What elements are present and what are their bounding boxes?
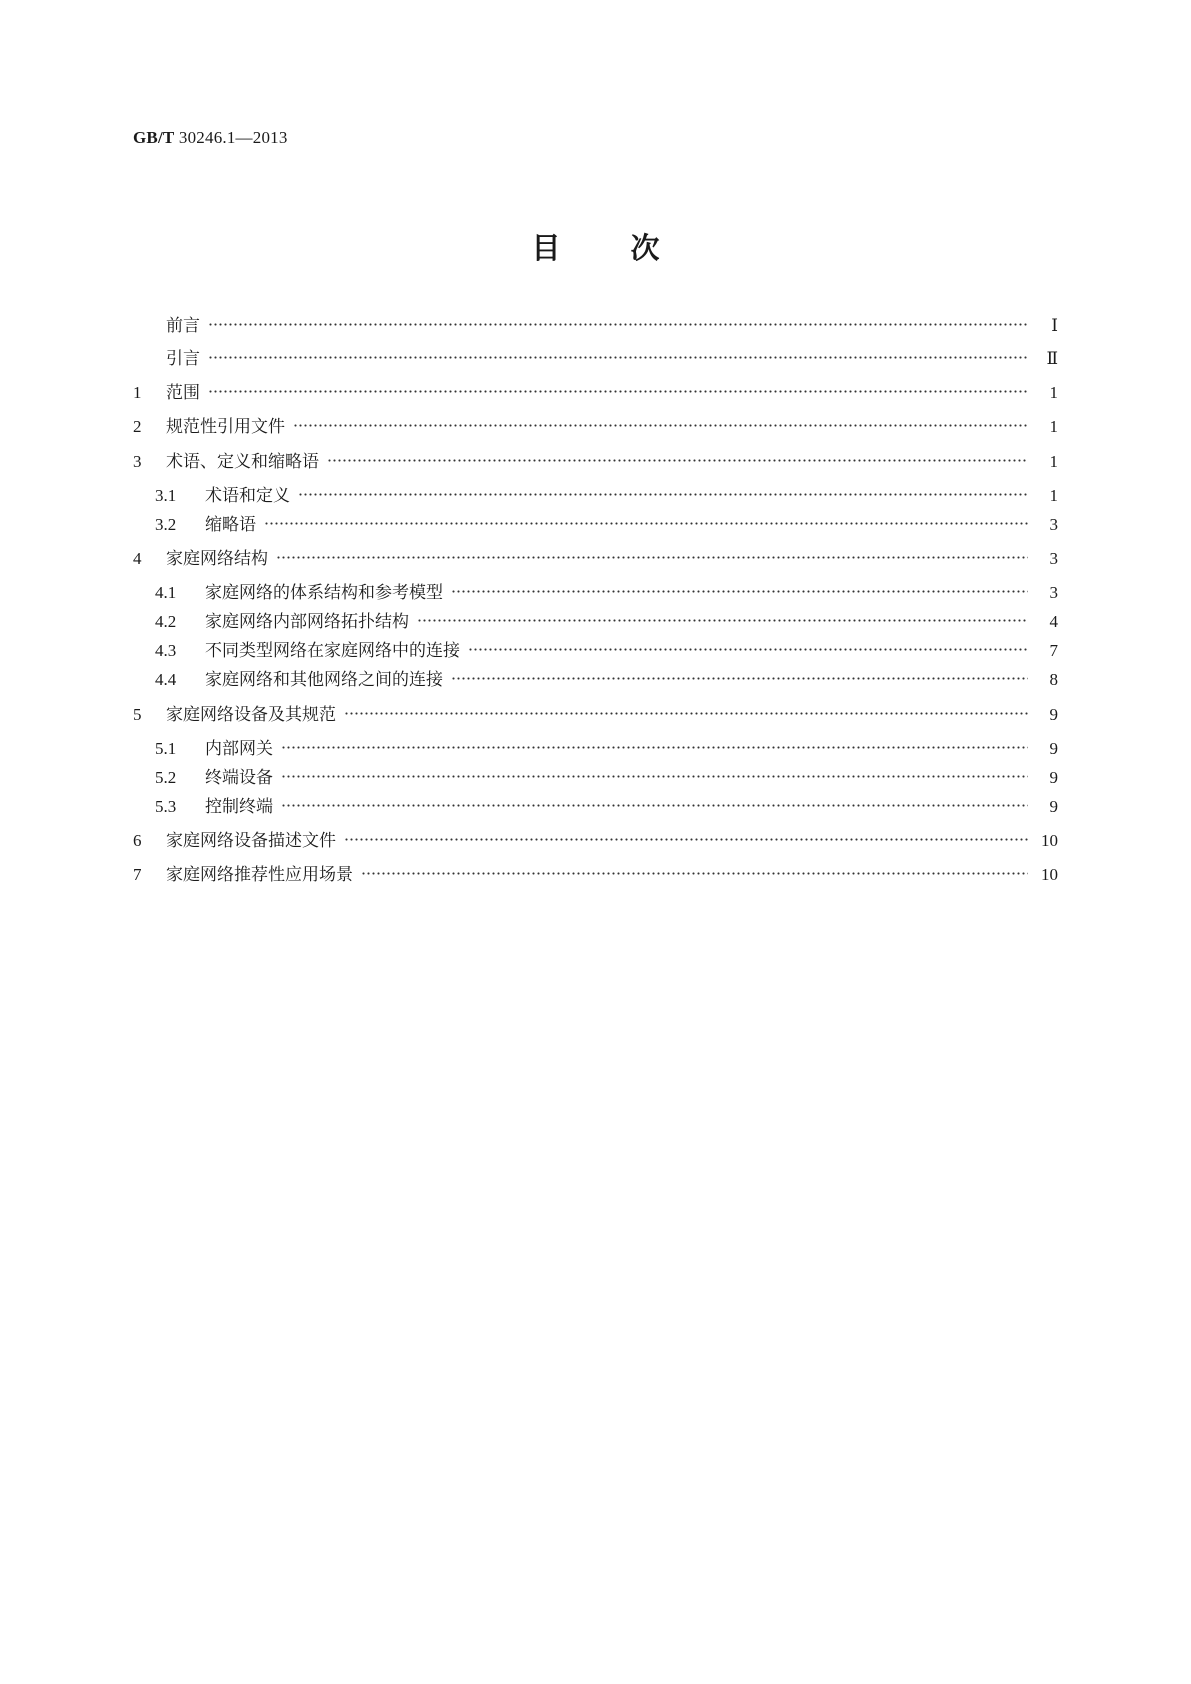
- toc-entry-page: Ⅱ: [1046, 349, 1058, 368]
- document-code: [133, 128, 288, 148]
- toc-entry-number: 1: [133, 383, 142, 402]
- toc-entry-label: 家庭网络设备描述文件: [166, 831, 336, 851]
- toc-dot-leader: [451, 671, 1028, 685]
- toc-entry-label: 家庭网络设备及其规范: [166, 705, 336, 725]
- toc-dot-leader: [281, 798, 1028, 812]
- toc-entry[interactable]: [133, 446, 1058, 472]
- toc-subentry[interactable]: [155, 606, 1058, 632]
- toc-entry[interactable]: [133, 543, 1058, 569]
- toc-entry-page: 9: [1049, 768, 1058, 787]
- toc-entry-label: 规范性引用文件: [166, 417, 285, 437]
- document-code-number: 30246.1—2013: [178, 128, 288, 147]
- toc-title: 目次: [531, 231, 730, 265]
- toc-entry-number: 5.2: [155, 768, 177, 787]
- toc-dot-leader: [208, 350, 1028, 364]
- toc-dot-leader: [417, 613, 1028, 627]
- toc-entry[interactable]: [133, 377, 1058, 403]
- toc-dot-leader: [344, 832, 1028, 846]
- toc-dot-leader: [276, 550, 1028, 564]
- toc-entry-page: 9: [1049, 739, 1058, 758]
- toc-entry-page: 1: [1049, 383, 1058, 402]
- toc-entry-number: 4.3: [155, 641, 177, 660]
- toc-subentry[interactable]: [155, 635, 1058, 661]
- toc-entry-page: 3: [1049, 583, 1058, 602]
- toc-entry-label: 家庭网络结构: [166, 549, 268, 569]
- toc-dot-leader: [208, 317, 1028, 331]
- toc-entry-label: 前言: [166, 316, 200, 336]
- toc-subentry[interactable]: [155, 791, 1058, 817]
- toc-entry-label: 控制终端: [205, 797, 273, 817]
- toc-dot-leader: [264, 516, 1028, 530]
- toc-entry-number: 7: [133, 865, 142, 884]
- toc-entry-label: 家庭网络内部网络拓扑结构: [205, 612, 409, 632]
- toc-entry-page: 8: [1049, 670, 1058, 689]
- toc-subentry[interactable]: [155, 509, 1058, 535]
- toc-entry-number: 5: [133, 705, 142, 724]
- toc-entry-number: 4.4: [155, 670, 177, 689]
- toc-entry-number: 4: [133, 549, 142, 568]
- toc-entry[interactable]: [133, 859, 1058, 885]
- toc-entry-page: 9: [1049, 705, 1058, 724]
- toc-entry-page: 10: [1041, 865, 1058, 884]
- toc-entry[interactable]: [133, 343, 1058, 369]
- toc-entry-label: 内部网关: [205, 739, 273, 759]
- toc-entry[interactable]: [133, 310, 1058, 336]
- toc-entry-page: 1: [1049, 417, 1058, 436]
- toc-entry-number: 3.1: [155, 486, 177, 505]
- toc-dot-leader: [344, 706, 1028, 720]
- toc-entry-label: 家庭网络和其他网络之间的连接: [205, 670, 443, 690]
- toc-entry-label: 家庭网络的体系结构和参考模型: [205, 583, 443, 603]
- toc-entry[interactable]: [133, 411, 1058, 437]
- toc-entry-label: 引言: [166, 349, 200, 369]
- toc-entry-page: 9: [1049, 797, 1058, 816]
- toc-entry[interactable]: [133, 825, 1058, 851]
- toc-entry-label: 不同类型网络在家庭网络中的连接: [205, 641, 460, 661]
- document-code-prefix: GB/T: [133, 128, 175, 147]
- toc-entry-label: 缩略语: [205, 515, 256, 535]
- toc-entry-number: 4.2: [155, 612, 177, 631]
- toc-dot-leader: [281, 769, 1028, 783]
- toc-entry-number: 4.1: [155, 583, 177, 602]
- toc-entry-page: 3: [1049, 549, 1058, 568]
- toc-entry-number: 2: [133, 417, 142, 436]
- toc-entry[interactable]: [133, 699, 1058, 725]
- toc-entry-number: 3: [133, 452, 142, 471]
- toc-dot-leader: [281, 740, 1028, 754]
- toc-entry-number: 3.2: [155, 515, 177, 534]
- toc-entry-page: 7: [1049, 641, 1058, 660]
- toc-subentry[interactable]: [155, 480, 1058, 506]
- toc-dot-leader: [361, 866, 1028, 880]
- toc-subentry[interactable]: [155, 577, 1058, 603]
- toc-entry-page: 10: [1041, 831, 1058, 850]
- toc-dot-leader: [293, 418, 1028, 432]
- toc-dot-leader: [208, 384, 1028, 398]
- toc-entry-page: 1: [1049, 452, 1058, 471]
- toc-entry-label: 范围: [166, 383, 200, 403]
- toc-subentry[interactable]: [155, 664, 1058, 690]
- toc-entry-page: Ⅰ: [1051, 316, 1058, 335]
- toc-entry-label: 术语、定义和缩略语: [166, 452, 319, 472]
- toc-entry-label: 家庭网络推荐性应用场景: [166, 865, 353, 885]
- toc-dot-leader: [327, 453, 1028, 467]
- toc-entry-number: 5.1: [155, 739, 177, 758]
- toc-entry-number: 5.3: [155, 797, 177, 816]
- toc-entry-page: 3: [1049, 515, 1058, 534]
- toc-dot-leader: [451, 584, 1028, 598]
- toc-subentry[interactable]: [155, 733, 1058, 759]
- toc-dot-leader: [298, 487, 1028, 501]
- toc-entry-number: 6: [133, 831, 142, 850]
- toc-dot-leader: [468, 642, 1028, 656]
- toc-entry-page: 1: [1049, 486, 1058, 505]
- toc-entry-page: 4: [1049, 612, 1058, 631]
- toc-entry-label: 终端设备: [205, 768, 273, 788]
- toc-entry-label: 术语和定义: [205, 486, 290, 506]
- toc-subentry[interactable]: [155, 762, 1058, 788]
